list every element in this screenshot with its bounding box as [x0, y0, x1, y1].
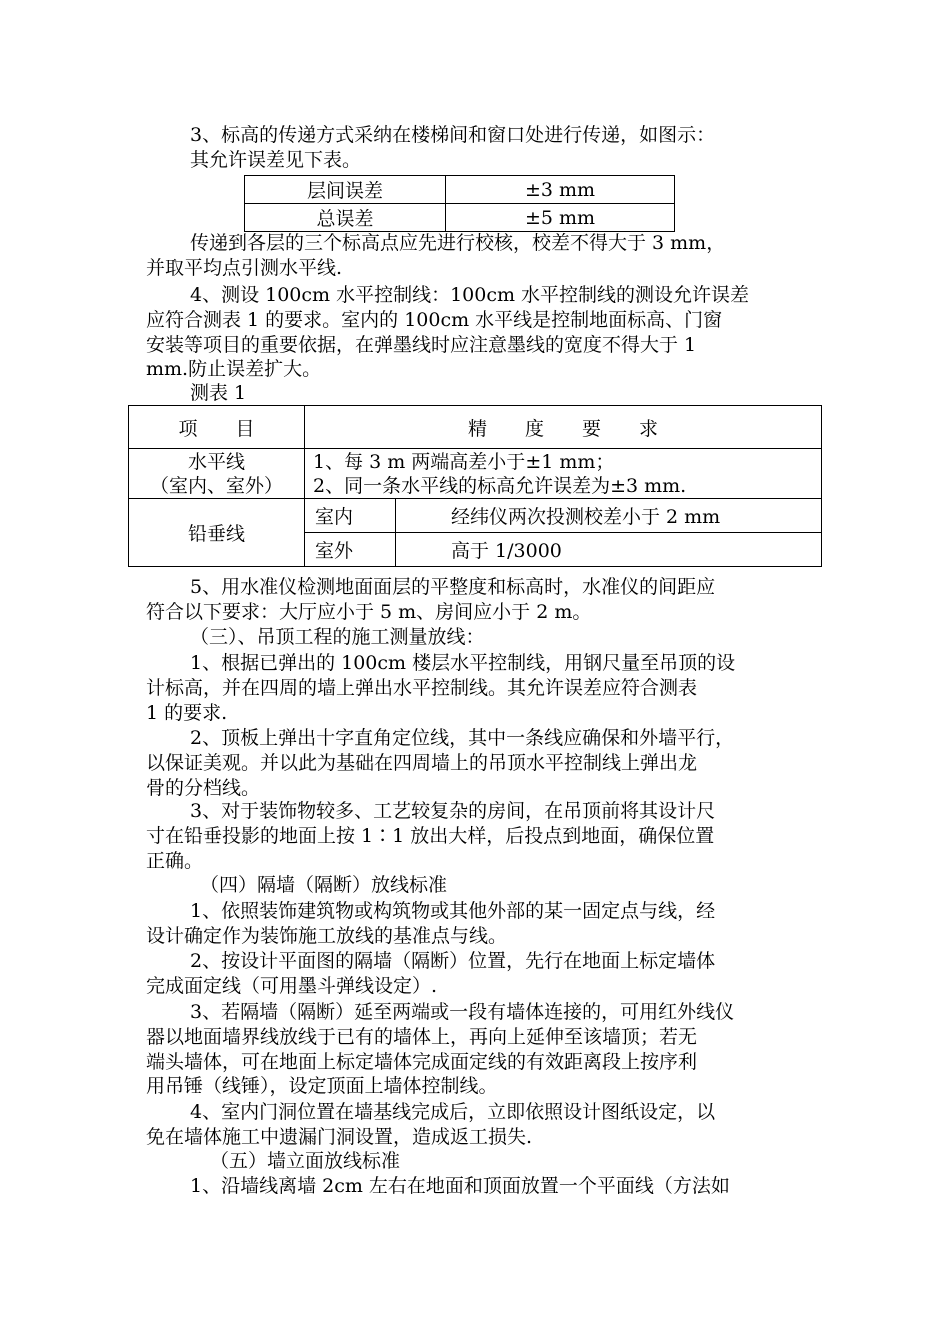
section-heading: （三）、吊顶工程的施工测量放线：	[190, 626, 485, 648]
paragraph-line: 用吊锤（线锤），设定顶面上墙体控制线。	[146, 1075, 498, 1097]
paragraph-line: 3、对于装饰物较多、工艺较复杂的房间，在吊顶前将其设计尺	[190, 800, 716, 822]
paragraph-line: 器以地面墙界线放线于已有的墙体上，再向上延伸至该墙顶；若无	[146, 1026, 698, 1048]
paragraph-line: 以保证美观。并以此为基础在四周墙上的吊顶水平控制线上弹出龙	[146, 752, 698, 774]
paragraph-line: 1、依照装饰建筑物或构筑物或其他外部的某一固定点与线，经	[190, 900, 716, 922]
paragraph-line: 正确。	[146, 850, 204, 872]
paragraph-line: 端头墙体，可在地面上标定墙体完成面定线的有效距离段上按序利	[146, 1051, 698, 1073]
paragraph-line: 4、测设 100cm 水平控制线：100cm 水平控制线的测设允许误差	[190, 284, 750, 306]
value-indoor: 经纬仪两次投测校差小于 2 mm	[396, 499, 822, 533]
paragraph-line: 2、按设计平面图的隔墙（隔断）位置，先行在地面上标定墙体	[190, 950, 716, 972]
label-line: 水平线	[187, 450, 245, 473]
paragraph-line: 免在墙体施工中遗漏门洞设置，造成返工损失.	[146, 1126, 533, 1148]
table-cell-value: ±5 mm	[446, 204, 675, 232]
paragraph-line: 设计确定作为装饰施工放线的基准点与线。	[146, 925, 508, 947]
value-outdoor: 高于 1/3000	[396, 533, 822, 567]
row-horizontal-line-label	[129, 449, 305, 499]
paragraph-line: 1 的要求.	[146, 702, 228, 724]
section-heading: （五）墙立面放线标准	[210, 1150, 401, 1172]
requirement-line: 1、每 3 m 两端高差小于±1 mm；	[313, 450, 615, 473]
paragraph-line: 并取平均点引测水平线.	[146, 257, 343, 279]
paragraph-line: 骨的分档线。	[146, 777, 261, 799]
paragraph-line: 4、室内门洞位置在墙基线完成后，立即依照设计图纸设定，以	[190, 1101, 716, 1123]
section-heading: （四）隔墙（隔断）放线标准	[200, 874, 448, 896]
header-item: 项 目	[129, 406, 305, 449]
paragraph-line: 1、沿墙线离墙 2cm 左右在地面和顶面放置一个平面线（方法如	[190, 1175, 730, 1197]
paragraph-line: 3、标高的传递方式采纳在楼梯间和窗口处进行传递，如图示：	[190, 124, 716, 146]
requirement-line: 2、同一条水平线的标高允许误差为±3 mm.	[313, 474, 687, 497]
paragraph-line: 计标高，并在四周的墙上弹出水平控制线。其允许误差应符合测表	[146, 677, 698, 699]
paragraph-line: 5、用水准仪检测地面面层的平整度和标高时，水准仪的间距应	[190, 576, 716, 598]
paragraph-line: 寸在铅垂投影的地面上按 1∶1 放出大样，后投点到地面，确保位置	[146, 825, 715, 847]
label-line: （室内、室外）	[149, 474, 283, 497]
paragraph-line: 应符合测表 1 的要求。室内的 100cm 水平线是控制地面标高、门窗	[146, 309, 723, 331]
table-caption: 测表 1	[190, 382, 247, 404]
paragraph-line: 1、根据已弹出的 100cm 楼层水平控制线，用钢尺量至吊顶的设	[190, 652, 736, 674]
paragraph-line: 其允许误差见下表。	[190, 149, 362, 171]
paragraph-line: 符合以下要求：大厅应小于 5 m、房间应小于 2 m。	[146, 601, 592, 623]
paragraph-line: 传递到各层的三个标高点应先进行校核，校差不得大于 3 mm，	[190, 232, 726, 254]
table-cell-value: ±3 mm	[446, 176, 675, 204]
row-horizontal-line-requirement	[305, 449, 822, 499]
row-plumb-line-label: 铅垂线	[129, 499, 305, 567]
header-precision: 精 度 要 求	[305, 406, 822, 449]
paragraph-line: 安装等项目的重要依据，在弹墨线时应注意墨线的宽度不得大于 1	[146, 334, 697, 356]
sub-label-indoor: 室内	[305, 499, 396, 533]
sub-label-outdoor: 室外	[305, 533, 396, 567]
paragraph-line: mm.防止误差扩大。	[146, 358, 322, 380]
table-cell-label: 层间误差	[245, 176, 446, 204]
paragraph-line: 3、若隔墙（隔断）延至两端或一段有墙体连接的，可用红外线仪	[190, 1001, 735, 1023]
table-cell-label: 总误差	[245, 204, 446, 232]
elevation-error-table	[244, 175, 675, 232]
paragraph-line: 完成面定线（可用墨斗弹线设定）.	[146, 975, 438, 997]
paragraph-line: 2、顶板上弹出十字直角定位线，其中一条线应确保和外墙平行，	[190, 727, 735, 749]
measurement-table-1	[128, 405, 822, 567]
